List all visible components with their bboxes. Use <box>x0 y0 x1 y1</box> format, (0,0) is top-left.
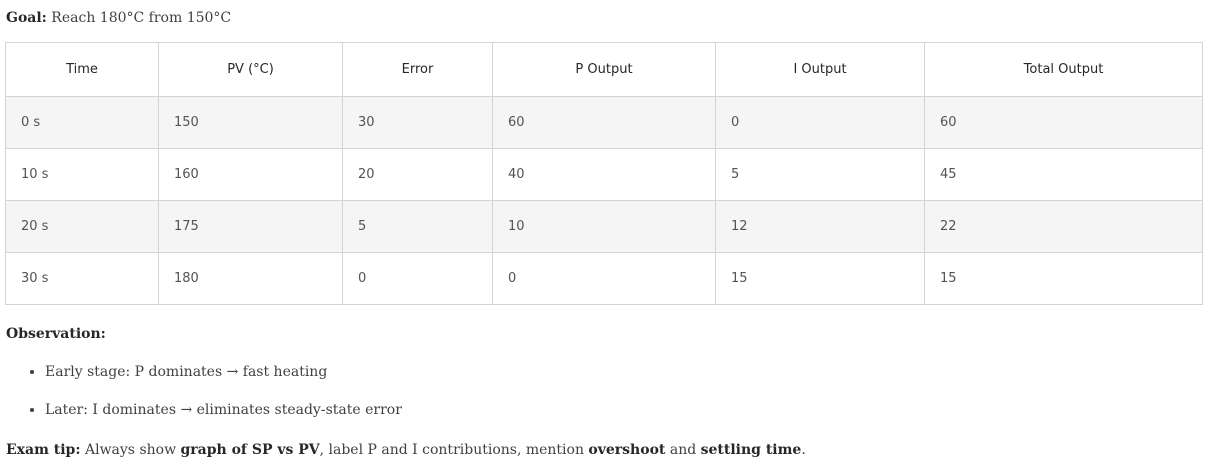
cell-error: 0 <box>343 253 493 305</box>
cell-time: 10 s <box>6 149 159 201</box>
cell-i-output: 5 <box>716 149 925 201</box>
header-i-output: I Output <box>716 43 925 97</box>
tip-text-3: and <box>665 442 701 458</box>
observation-list <box>0 362 402 438</box>
cell-pv: 150 <box>159 97 343 149</box>
cell-time: 30 s <box>6 253 159 305</box>
cell-total-output: 22 <box>925 201 1203 253</box>
cell-total-output: 15 <box>925 253 1203 305</box>
cell-i-output: 15 <box>716 253 925 305</box>
cell-total-output: 60 <box>925 97 1203 149</box>
cell-p-output: 10 <box>493 201 716 253</box>
cell-error: 5 <box>343 201 493 253</box>
cell-time: 0 s <box>6 97 159 149</box>
cell-i-output: 12 <box>716 201 925 253</box>
pid-table <box>5 42 1203 305</box>
header-pv: PV (°C) <box>159 43 343 97</box>
goal-text: Reach 180°C from 150°C <box>46 10 232 26</box>
cell-p-output: 60 <box>493 97 716 149</box>
cell-error: 20 <box>343 149 493 201</box>
cell-total-output: 45 <box>925 149 1203 201</box>
header-error: Error <box>343 43 493 97</box>
cell-i-output: 0 <box>716 97 925 149</box>
observation-title: Observation: <box>6 326 106 342</box>
cell-pv: 175 <box>159 201 343 253</box>
header-p-output: P Output <box>493 43 716 97</box>
table-row <box>6 253 1203 305</box>
table-row <box>6 201 1203 253</box>
tip-bold-graph: graph of SP vs PV <box>180 442 320 458</box>
goal-line <box>6 8 231 28</box>
tip-text-1: Always show <box>80 442 181 458</box>
table-row <box>6 97 1203 149</box>
cell-error: 30 <box>343 97 493 149</box>
header-time: Time <box>6 43 159 97</box>
list-item: • Later: I dominates → eliminates steady-state error <box>45 400 402 420</box>
table-header-row <box>6 43 1203 97</box>
tip-text-2: , label P and I contributions, mention <box>319 442 589 458</box>
cell-time: 20 s <box>6 201 159 253</box>
tip-bold-overshoot: overshoot <box>588 442 666 458</box>
exam-tip <box>6 440 806 460</box>
tip-label: Exam tip: <box>6 442 81 458</box>
cell-pv: 180 <box>159 253 343 305</box>
cell-p-output: 40 <box>493 149 716 201</box>
list-item: • Early stage: P dominates → fast heating <box>45 362 402 382</box>
table-row <box>6 149 1203 201</box>
cell-p-output: 0 <box>493 253 716 305</box>
goal-label: Goal: <box>6 10 47 26</box>
cell-pv: 160 <box>159 149 343 201</box>
header-total-output: Total Output <box>925 43 1203 97</box>
tip-text-4: . <box>801 442 806 458</box>
tip-bold-settling: settling time <box>700 442 802 458</box>
